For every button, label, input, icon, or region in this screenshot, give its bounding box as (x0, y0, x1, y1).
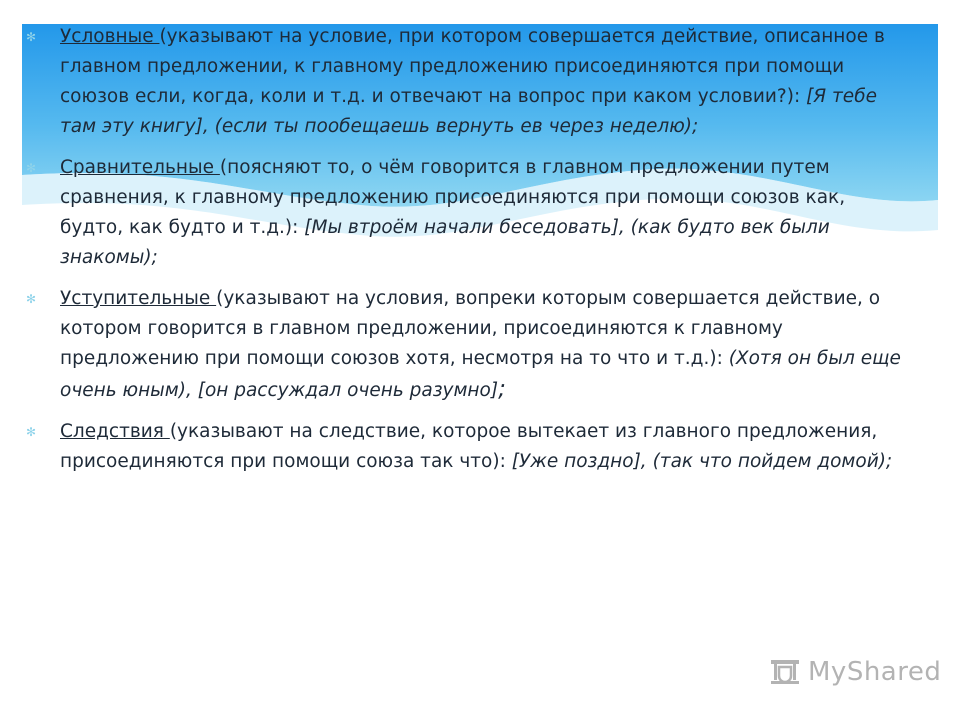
item-example-end: ; (498, 376, 506, 402)
item-example: [Я тебе там эту книгу], (если ты пообещаешь вернуть ев через неделю); (60, 86, 877, 137)
item-term: Сравнительные (60, 157, 220, 178)
item-description: (поясняют то, о чём говорится в главном предложении путем сравнения, к главному предложению присоединяются при помощи союзов как, будто, как будто и т.д.): (60, 157, 846, 238)
item-description: (указывают на условия, вопреки которым совершается действие, о котором говорится в главном предложении, присоединяются к главному предложению при помощи союзов хотя, несмотря на то что и т.д.): (60, 288, 881, 369)
bullet-icon: ✻ (25, 425, 37, 439)
bullet-icon: ✻ (25, 161, 37, 175)
list-item-consequence (24, 417, 914, 477)
item-term: Условные (60, 26, 160, 47)
bullet-icon: ✻ (25, 292, 37, 306)
item-example: [Уже поздно], (так что пойдем домой); (511, 451, 893, 472)
item-description: (указывают на следствие, которое вытекает из главного предложения, присоединяются при помощи союза так что): (60, 421, 878, 472)
item-example: (Хотя он был еще очень юным), [он рассуждал очень разумно] (60, 348, 901, 401)
list-item-conditional (24, 22, 914, 142)
bullet-icon: ✻ (25, 30, 37, 44)
item-term: Следствия (60, 421, 170, 442)
item-description: (указывают на условие, при котором совершается действие, описанное в главном предложении, к главному предложению присоединяются при помощи союзов если, когда, коли и т.д. и отвечают на вопрос при каком условии?): (60, 26, 885, 107)
list-item-comparative (24, 153, 914, 273)
mortarboard-icon (768, 655, 802, 689)
bullet-list (24, 22, 914, 488)
list-item-concessive (24, 284, 914, 406)
item-example: [Мы втроём начали беседовать], (как будто век были знакомы); (60, 217, 830, 268)
watermark-logo (768, 655, 941, 689)
logo-text: MyShared (808, 657, 942, 687)
item-term: Уступительные (60, 288, 217, 309)
